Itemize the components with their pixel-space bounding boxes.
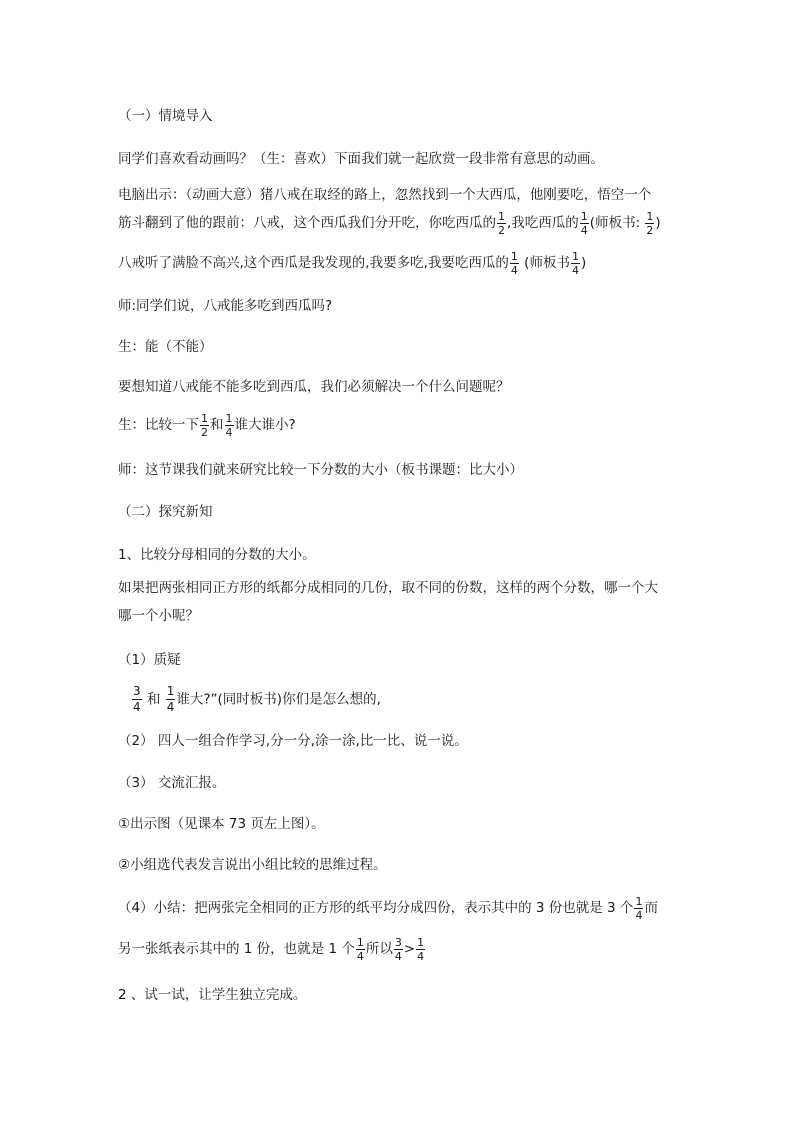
paragraph-line (118, 895, 658, 921)
text-span: 生：比较一下 (118, 417, 199, 433)
text-span: (师板书 (524, 255, 570, 271)
fraction-one-half: $\frac{1}{2}$ (201, 411, 208, 439)
fraction-one-quarter: $\frac{1}{4}$ (166, 684, 175, 714)
fraction-one-half: $\frac{1}{2}$ (646, 209, 654, 237)
paragraph-line: 2 、试一试，让学生独立完成。 (118, 987, 307, 1003)
fraction-one-half: $\frac{1}{2}$ (498, 209, 505, 237)
paragraph-line: 哪一个小呢？ (118, 608, 199, 624)
paragraph-line: （2） 四人一组合作学习,分一分,涂一涂,比一比、说一说。 (118, 733, 468, 749)
text-span: 而 (644, 900, 658, 916)
paragraph-line: 师：这节课我们就来研究比较一下分数的大小（板书课题：比大小） (118, 462, 523, 478)
paragraph-line: ②小组选代表发言说出小组比较的思维过程。 (118, 857, 387, 873)
fraction-one-quarter: $\frac{1}{4}$ (356, 935, 364, 963)
text-span: ,我吃西瓜的 (507, 215, 579, 231)
paragraph-line (118, 250, 586, 276)
section-heading-explore: （二）探究新知 (118, 504, 213, 520)
text-span: ) (655, 215, 661, 231)
paragraph-line: 电脑出示：（动画大意）猪八戒在取经的路上，忽然找到一个大西瓜，他刚要吃，悟空一个 (118, 187, 652, 203)
paragraph-line (118, 210, 661, 236)
text-span: 谁大谁小? (234, 417, 296, 433)
section-heading-intro: （一）情境导入 (118, 108, 213, 124)
paragraph-line: （1）质疑 (118, 652, 181, 668)
paragraph-line: ①出示图（见课本 73 页左上图）。 (118, 816, 325, 832)
fraction-three-quarters: $\frac{3}{4}$ (394, 935, 402, 963)
text-span: (师板书: (589, 215, 641, 231)
fraction-one-quarter: $\frac{1}{4}$ (510, 249, 518, 277)
text-span: 筋斗翻到了他的跟前：八戒，这个西瓜我们分开吃，你吃西瓜的 (118, 215, 496, 231)
text-span: 另一张纸表示其中的 1 份，也就是 1 个 (118, 941, 355, 957)
fraction-one-quarter: $\frac{1}{4}$ (417, 935, 425, 963)
text-span: 八戒听了满脸不高兴,这个西瓜是我发现的,我要多吃,我要吃西瓜的 (118, 255, 509, 271)
text-span: 所以 (365, 941, 393, 957)
paragraph-line: 生：能（不能） (118, 339, 213, 355)
paragraph-line: 如果把两张相同正方形的纸都分成相同的几份，取不同的份数，这样的两个分数，哪一个大 (118, 580, 658, 596)
text-span: > (403, 941, 416, 957)
fraction-one-quarter: $\frac{1}{4}$ (580, 209, 588, 237)
paragraph-line: 要想知道八戒能不能多吃到西瓜，我们必须解决一个什么问题呢？ (118, 379, 510, 395)
paragraph-line: （3） 交流汇报。 (118, 775, 226, 791)
paragraph-line: 师:同学们说，八戒能多吃到西瓜吗? (118, 298, 333, 314)
fraction-one-quarter: $\frac{1}{4}$ (571, 249, 579, 277)
paragraph-line (118, 936, 426, 962)
paragraph-line (118, 412, 296, 438)
paragraph-line (131, 685, 381, 714)
text-span: 和 (210, 417, 224, 433)
text-span: 和 (146, 691, 161, 708)
fraction-three-quarters: $\frac{3}{4}$ (133, 684, 141, 714)
text-span: （4）小结：把两张完全相同的正方形的纸平均分成四份，表示其中的 3 份也就是 3 个 (118, 900, 634, 916)
fraction-one-quarter: $\frac{1}{4}$ (635, 894, 643, 922)
text-span: ) (580, 255, 587, 271)
fraction-one-quarter: $\frac{1}{4}$ (225, 411, 233, 439)
text-span: 谁大?”(同时板书)你们是怎么想的, (176, 691, 381, 708)
paragraph-line: 同学们喜欢看动画吗？（生：喜欢）下面我们就一起欣赏一段非常有意思的动画。 (118, 151, 604, 167)
paragraph-line: 1、比较分母相同的分数的大小。 (118, 547, 316, 563)
